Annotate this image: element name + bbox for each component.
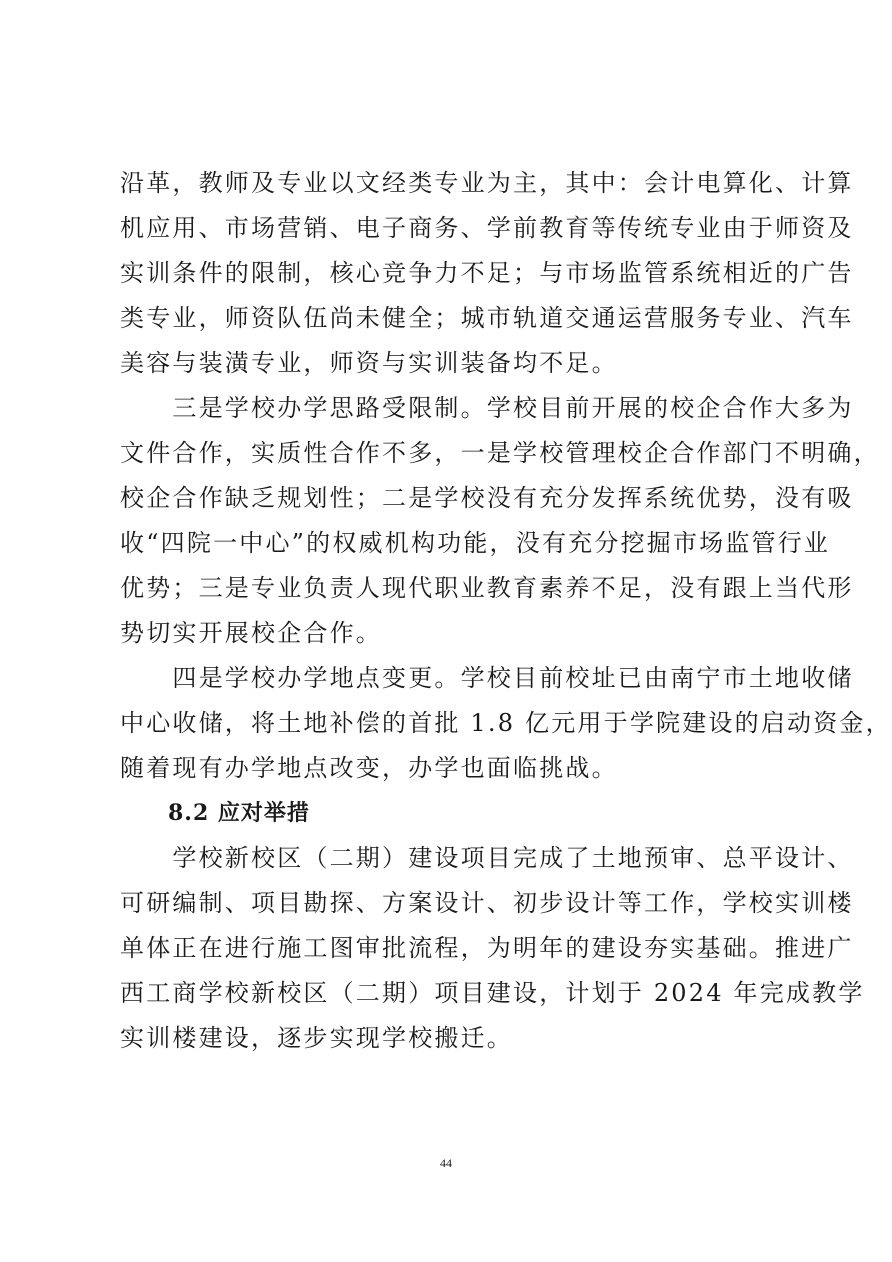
paragraph-line: 学校新校区（二期）建设项目完成了土地预审、总平设计、 [120,844,854,872]
paragraph-line: 机应用、市场营销、电子商务、学前教育等传统专业由于师资及 [120,214,854,242]
paragraph-line: 实训条件的限制，核心竞争力不足；与市场监管系统相近的广告 [120,259,854,287]
paragraph-line: 随着现有办学地点改变，办学也面临挑战。 [120,754,618,782]
paragraph-line: 美容与装潢专业，师资与实训装备均不足。 [120,349,618,377]
paragraph-line: 可研编制、项目勘探、方案设计、初步设计等工作，学校实训楼 [120,889,854,917]
paragraph-line: 单体正在进行施工图审批流程，为明年的建设夯实基础。推进广 [120,934,854,962]
section-heading: 8.2 应对举措 [168,800,310,826]
paragraph-line: 文件合作，实质性合作不多，一是学校管理校企合作部门不明确， [120,439,880,467]
page-number: 44 [440,1156,452,1170]
paragraph-line: 三是学校办学思路受限制。学校目前开展的校企合作大多为 [120,394,854,422]
paragraph-line: 校企合作缺乏规划性；二是学校没有充分发挥系统优势，没有吸 [120,484,854,512]
paragraph-line: 沿革，教师及专业以文经类专业为主，其中：会计电算化、计算 [120,169,854,197]
paragraph-line: 实训楼建设，逐步实现学校搬迁。 [120,1024,513,1052]
paragraph-line: 收“四院一中心”的权威机构功能，没有充分挖掘市场监管行业 [120,529,831,557]
paragraph-line: 优势；三是专业负责人现代职业教育素养不足，没有跟上当代形 [120,574,854,602]
paragraph-line: 类专业，师资队伍尚未健全；城市轨道交通运营服务专业、汽车 [120,304,854,332]
paragraph-line: 势切实开展校企合作。 [120,619,382,647]
paragraph-line: 西工商学校新校区（二期）项目建设，计划于 2024 年完成教学 [120,979,865,1007]
paragraph-line: 中心收储，将土地补偿的首批 1.8 亿元用于学院建设的启动资金， [120,709,892,737]
paragraph-line: 四是学校办学地点变更。学校目前校址已由南宁市土地收储 [120,664,854,692]
